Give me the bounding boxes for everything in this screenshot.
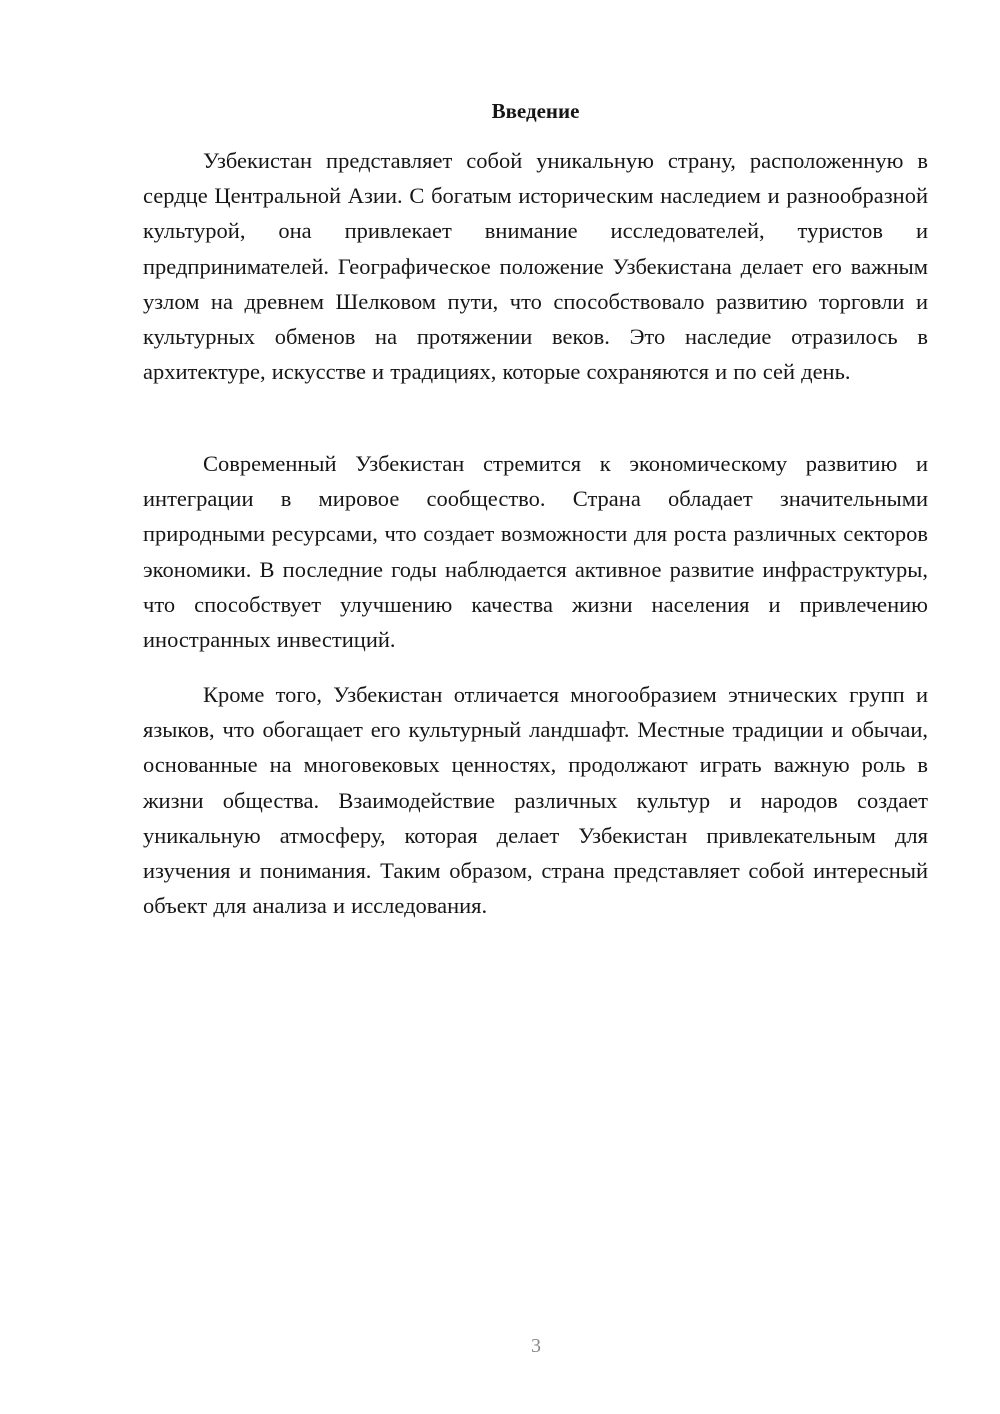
paragraph-3: Кроме того, Узбекистан отличается многообразием этнических групп и языков, что обогащает его культурный ландшафт. Местные традиции и обычаи, основанные на многовековых ценностях, продолжают играть важную роль в жизни общества. Взаимодействие различных культур и народов создает уникальную атмосферу, которая делает Узбекистан привлекательным для изучения и понимания. Таким образом, страна представляет собой интересный объект для анализа и исследования. — [143, 682, 928, 919]
paragraph-1: Узбекистан представляет собой уникальную страну, расположенную в сердце Центральной Азии. С богатым историческим наследием и разнообразной культурой, она привлекает внимание исследователей, туристов и предпринимателей. Географическое положение Узбекистана делает его важным узлом на древнем Шелковом пути, что способствовало развитию торговли и культурных обменов на протяжении веков. Это наследие отразилось в архитектуре, искусстве и традициях, которые сохраняются и по сей день. — [143, 148, 928, 385]
section-heading: Введение — [491, 99, 580, 123]
paragraph-2: Современный Узбекистан стремится к экономическому развитию и интеграции в мировое сообщество. Страна обладает значительными природными ресурсами, что создает возможности для роста различных секторов экономики. В последние годы наблюдается активное развитие инфраструктуры, что способствует улучшению качества жизни населения и привлечению иностранных инвестиций. — [143, 451, 928, 653]
page-number: 3 — [531, 1335, 541, 1357]
